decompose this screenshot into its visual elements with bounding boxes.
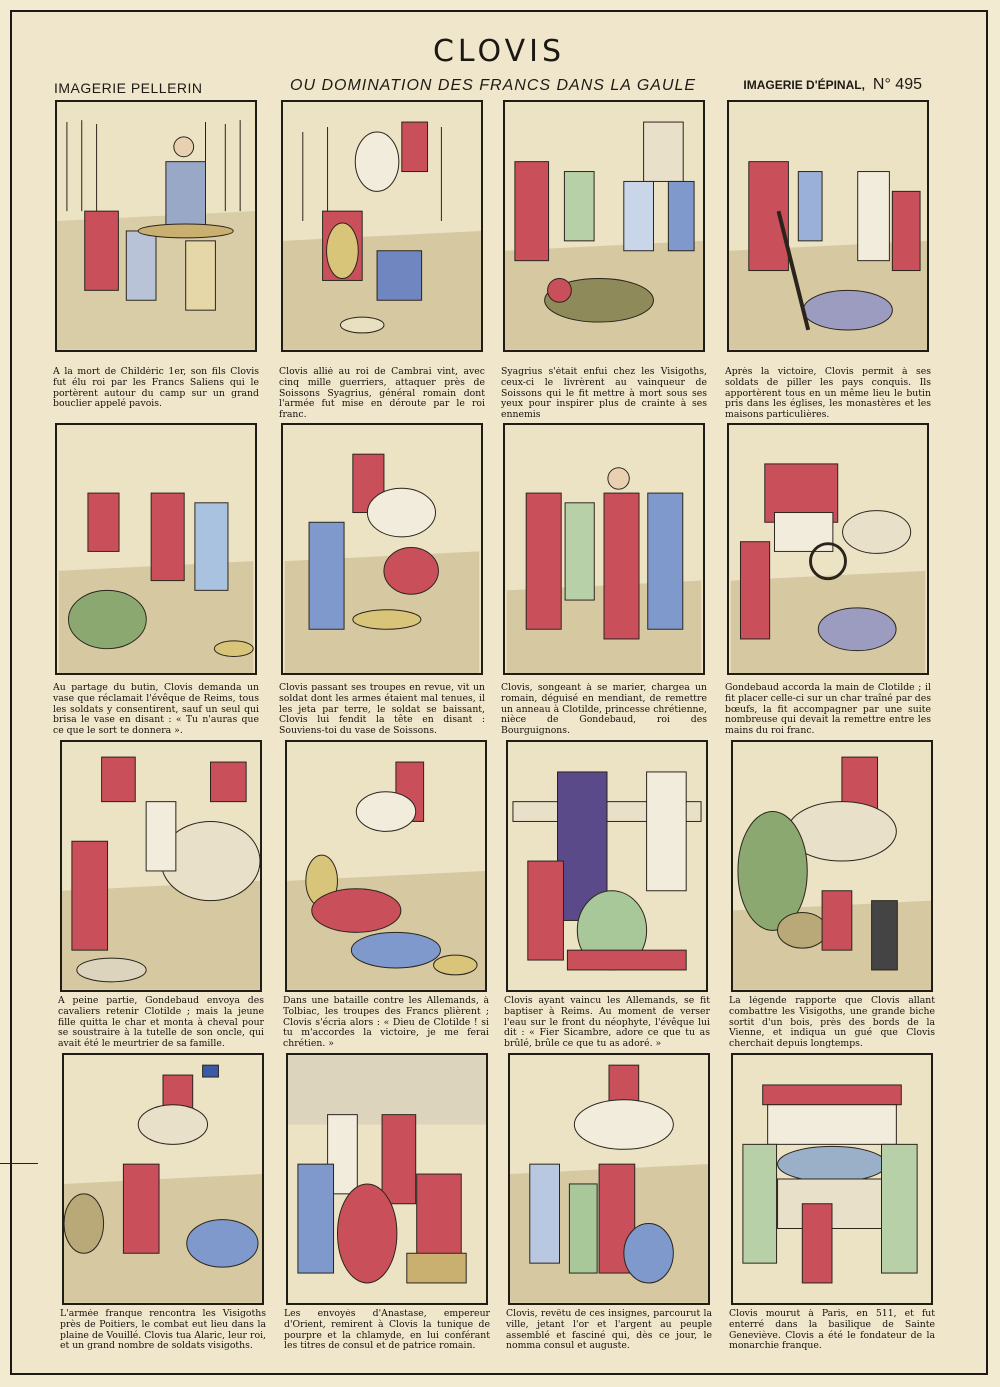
illustration-panel-11 (506, 740, 708, 992)
caption-12: La légende rapporte que Clovis allant combattre les Visigoths, une grande biche sortit d'un bois, près des bords de la Vienne, et indiqua un gué que Clovis cherchait depuis longtemps. (729, 996, 935, 1050)
illustration-panel-13 (62, 1053, 264, 1305)
caption-3: Syagrius s'était enfui chez les Visigoths, ceux-ci le livrèrent au vainqueur de Soissons qui le fit mettre à mort sous ses yeux pour inspirer plus de crainte à ses ennemis (501, 367, 707, 421)
illustration-panel-7 (503, 423, 705, 675)
illustration-panel-16 (731, 1053, 933, 1305)
series-label (743, 76, 922, 94)
illustration-panel-10 (285, 740, 487, 992)
illustration-panel-5 (55, 423, 257, 675)
caption-10: Dans une bataille contre les Allemands, à Tolbiac, les troupes des Francs plièrent ; Clovis s'écria alors : « Dieu de Clotilde ! si tu m'accordes la victoire, je me ferai chrétien. » (283, 996, 489, 1050)
illustration-panel-6 (281, 423, 483, 675)
illustration-panel-3 (503, 100, 705, 352)
margin-mark (0, 1163, 38, 1164)
caption-16: Clovis mourut à Paris, en 511, et fut enterré dans la basilique de Sainte Geneviève. Clovis a été le fondateur de la monarchie franque. (729, 1309, 935, 1352)
caption-8: Gondebaud accorda la main de Clotilde ; il fit placer celle-ci sur un char traîné par des bœufs, la fit accompagner par une suite nombreuse qui devait la remettre entre les mains du roi franc. (725, 683, 931, 737)
caption-14: Les envoyés d'Anastase, empereur d'Orient, remirent à Clovis la tunique de pourpre et la chlamyde, en lui conférant les titres de consul et de patrice romain. (284, 1309, 490, 1352)
caption-2: Clovis allié au roi de Cambrai vint, avec cinq mille guerriers, attaquer près de Soissons Syagrius, général romain dont l'armée fut mise en déroute par le roi franc. (279, 367, 485, 421)
illustration-panel-2 (281, 100, 483, 352)
series-name: IMAGERIE D'ÉPINAL, (743, 78, 865, 92)
illustration-panel-15 (508, 1053, 710, 1305)
illustration-panel-4 (727, 100, 929, 352)
caption-9: A peine partie, Gondebaud envoya des cavaliers retenir Clotilde ; mais la jeune fille quitta le char et monta à cheval pour se soustraire à la tutelle de son oncle, qui avait été le meurtrier de sa famille. (58, 996, 264, 1050)
caption-7: Clovis, songeant à se marier, chargea un romain, déguisé en mendiant, de remettre un anneau à Clotilde, princesse chrétienne, nièce de Gondebaud, roi des Bourguignons. (501, 683, 707, 737)
caption-1: A la mort de Childéric 1er, son fils Clovis fut élu roi par les Francs Saliens qui le portèrent autour du camp sur un grand bouclier appelé pavois. (53, 367, 259, 410)
illustration-panel-1 (55, 100, 257, 352)
publisher-label: IMAGERIE PELLERIN (54, 80, 203, 96)
series-number: N° 495 (872, 76, 922, 93)
caption-13: L'armée franque rencontra les Visigoths près de Poitiers, le combat eut lieu dans la plaine de Vouillé. Clovis tua Alaric, leur roi, et un grand nombre de soldats visigoths. (60, 1309, 266, 1352)
caption-15: Clovis, revêtu de ces insignes, parcourut la ville, jetant l'or et l'argent au peuple assemblé et fasciné qui, dès ce jour, le nomma consul et auguste. (506, 1309, 712, 1352)
illustration-panel-12 (731, 740, 933, 992)
caption-11: Clovis ayant vaincu les Allemands, se fit baptiser à Reims. Au moment de verser l'eau sur le front du néophyte, l'évêque lui dit : « Fier Sicambre, adore ce que tu as brûlé, brûle ce que tu as adoré. » (504, 996, 710, 1050)
page-subtitle: OU DOMINATION DES FRANCS DANS LA GAULE (290, 77, 697, 94)
caption-5: Au partage du butin, Clovis demanda un vase que réclamait l'évêque de Reims, tous les soldats y consentirent, sauf un seul qui brisa le vase en disant : « Tu n'auras que ce que le sort te donnera ». (53, 683, 259, 737)
illustration-panel-8 (727, 423, 929, 675)
illustration-panel-9 (60, 740, 262, 992)
caption-4: Après la victoire, Clovis permit à ses soldats de piller les pays conquis. Ils apportèrent tous en un même lieu le butin pris dans les églises, les monastères et les maisons particulières. (725, 367, 931, 421)
page-title: CLOVIS (432, 34, 566, 69)
caption-6: Clovis passant ses troupes en revue, vit un soldat dont les armes étaient mal tenues, il les jeta par terre, le soldat se baissant, Clovis lui fendit la tête en disant : Souviens-toi du vase de Soissons. (279, 683, 485, 737)
illustration-panel-14 (286, 1053, 488, 1305)
